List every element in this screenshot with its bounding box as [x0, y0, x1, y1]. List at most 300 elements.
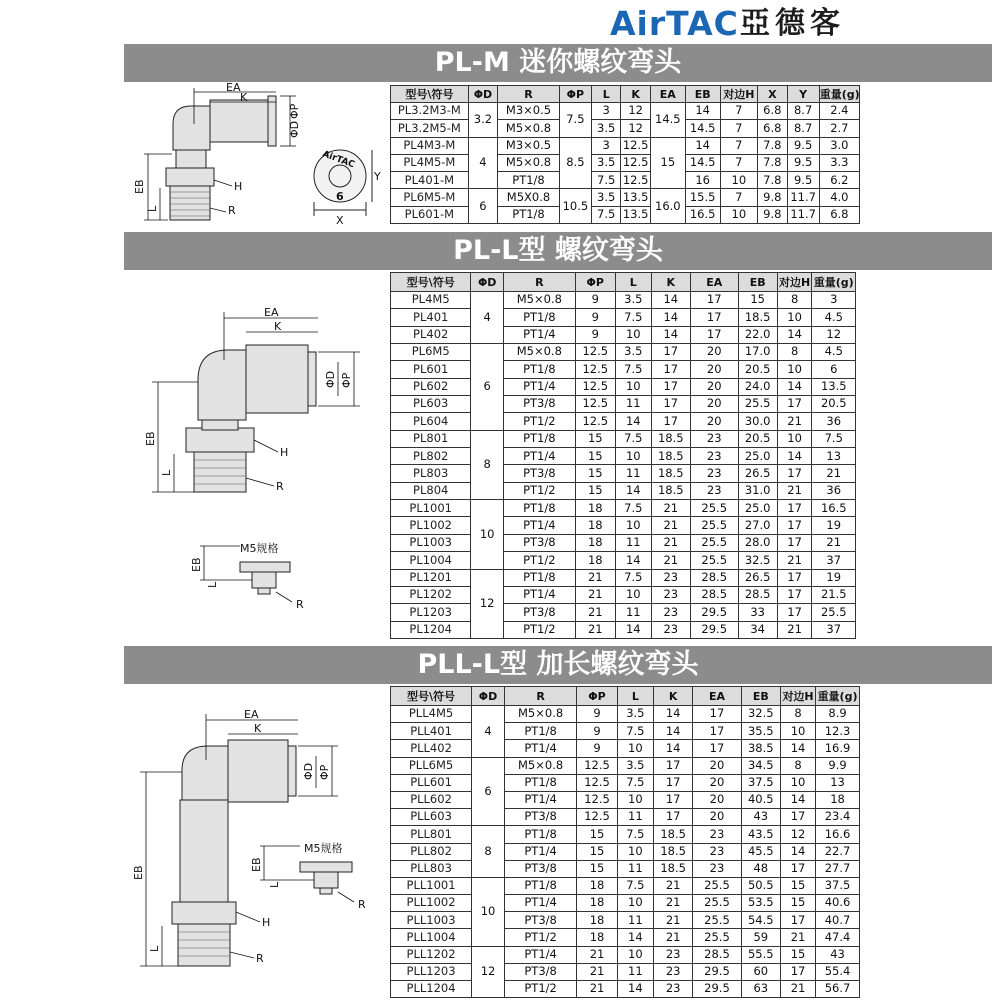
value-cell: 9.5 [787, 154, 819, 171]
table-row [391, 396, 856, 413]
dim-phi-d: ΦD [302, 762, 315, 780]
value-cell: 12.5 [575, 396, 615, 413]
value-cell: 3.5 [617, 757, 653, 774]
value-cell: 18.5 [651, 482, 690, 499]
value-cell: 23 [651, 586, 690, 603]
value-cell: 21 [577, 946, 618, 963]
model-cell: PL1002 [391, 517, 471, 534]
value-cell: 19 [812, 569, 856, 586]
value-cell: 7.5 [615, 569, 651, 586]
dim-l: L [146, 205, 159, 212]
value-cell: 21 [651, 500, 690, 517]
value-cell: 8.7 [787, 120, 819, 137]
value-cell: 12 [781, 826, 816, 843]
value-cell: 23 [651, 569, 690, 586]
value-cell: 8.7 [787, 103, 819, 120]
value-cell: 10 [777, 430, 812, 447]
table-row [391, 860, 860, 877]
value-cell: 18.5 [653, 843, 692, 860]
value-cell: 21 [653, 877, 692, 894]
dim-ea: EA [264, 306, 279, 319]
value-cell: PT1/8 [503, 430, 575, 447]
value-cell: PT1/4 [504, 791, 576, 808]
endview-number: 6 [336, 190, 344, 203]
value-cell: 7.5 [617, 826, 653, 843]
pl-l-drawing [128, 290, 378, 630]
table-row [391, 895, 860, 912]
value-cell: 12 [621, 103, 650, 120]
value-cell: 11 [615, 534, 651, 551]
model-cell: PLL401 [391, 723, 472, 740]
value-cell: 15 [577, 826, 618, 843]
value-cell: 12.3 [816, 723, 860, 740]
column-header: 重量(g) [819, 87, 860, 101]
section-title-text: PL-L型 螺纹弯头 [453, 235, 663, 266]
value-cell: PT1/4 [503, 586, 575, 603]
value-cell: 43 [816, 946, 860, 963]
table-row [391, 137, 860, 154]
value-cell: PT3/8 [504, 809, 576, 826]
value-cell: 11 [617, 963, 653, 980]
value-cell: 16.6 [816, 826, 860, 843]
table-row [391, 344, 856, 361]
value-cell: 8 [471, 430, 504, 499]
table-row [391, 877, 860, 894]
column-header: EB [738, 273, 777, 292]
value-cell: 11.7 [787, 189, 819, 206]
column-header: 对边H [781, 687, 816, 706]
column-header: K [651, 273, 690, 292]
table-row [391, 120, 860, 137]
value-cell: 15 [575, 482, 615, 499]
column-header: R [503, 273, 575, 292]
m5-dim-r: R [358, 898, 366, 911]
model-cell: PLL1002 [391, 895, 472, 912]
value-cell: 10 [617, 895, 653, 912]
value-cell: 10 [617, 791, 653, 808]
m5-dim-l: L [206, 581, 219, 588]
value-cell: 50.5 [741, 877, 780, 894]
value-cell: 21 [777, 413, 812, 430]
value-cell: 3.0 [819, 137, 859, 154]
value-cell: 25.0 [738, 500, 777, 517]
table-row [391, 791, 860, 808]
value-cell: 20.5 [738, 430, 777, 447]
model-cell: PL1003 [391, 534, 471, 551]
value-cell: PT1/2 [504, 929, 576, 946]
value-cell: 43.5 [741, 826, 780, 843]
value-cell: 17 [781, 860, 816, 877]
value-cell: 34 [738, 621, 777, 638]
value-cell: 3.5 [591, 189, 620, 206]
airtac-logo: AirTAC [610, 4, 739, 43]
pll-l-spec-table [390, 686, 860, 998]
model-cell: PLL6M5 [391, 757, 472, 774]
model-cell: PLL803 [391, 860, 472, 877]
value-cell: 23 [693, 826, 741, 843]
value-cell: 15 [577, 843, 618, 860]
table-row [391, 309, 856, 326]
value-cell: 33 [738, 604, 777, 621]
table-row [391, 534, 856, 551]
dim-eb: EB [144, 431, 157, 446]
value-cell: 6 [812, 361, 856, 378]
dim-h: H [280, 446, 289, 459]
column-header: K [621, 86, 650, 103]
value-cell: PT1/8 [504, 723, 576, 740]
model-cell: PL402 [391, 326, 471, 343]
value-cell: 3.3 [819, 154, 859, 171]
value-cell: 17 [690, 326, 738, 343]
value-cell: 26.5 [738, 569, 777, 586]
value-cell: 15 [650, 137, 685, 189]
value-cell: 23 [693, 860, 741, 877]
value-cell: 4 [472, 706, 505, 758]
value-cell: 17 [653, 774, 692, 791]
value-cell: PT1/8 [503, 569, 575, 586]
value-cell: 12.5 [621, 137, 650, 154]
value-cell: 17 [781, 809, 816, 826]
model-cell: PLL1003 [391, 912, 472, 929]
value-cell: 23 [653, 981, 692, 998]
value-cell: 17 [777, 569, 812, 586]
column-header: 重量(g) [812, 273, 856, 292]
value-cell: 25.5 [738, 396, 777, 413]
value-cell: 8 [777, 344, 812, 361]
value-cell: M5×0.8 [503, 292, 575, 309]
value-cell: 14 [685, 103, 720, 120]
value-cell: 21 [651, 534, 690, 551]
value-cell: 23 [690, 482, 738, 499]
dim-l: L [148, 945, 161, 952]
value-cell: 21 [781, 929, 816, 946]
value-cell: 7.8 [758, 172, 787, 189]
value-cell: 8.5 [559, 137, 591, 189]
value-cell: 29.5 [690, 604, 738, 621]
column-header: EA [693, 687, 741, 706]
value-cell: 10 [777, 361, 812, 378]
brand-chinese-name: 亞德客 [740, 6, 845, 41]
table-row [391, 912, 860, 929]
value-cell: PT1/4 [503, 326, 575, 343]
table-row [391, 292, 856, 309]
value-cell: 12 [471, 569, 504, 638]
column-header: 对边H [777, 273, 812, 292]
value-cell: 4 [468, 137, 497, 189]
dim-l: L [160, 469, 173, 476]
value-cell: 10 [615, 517, 651, 534]
model-cell: PL1001 [391, 500, 471, 517]
value-cell: 15 [577, 860, 618, 877]
value-cell: 18.5 [653, 860, 692, 877]
value-cell: M5×0.8 [504, 757, 576, 774]
value-cell: 20 [690, 344, 738, 361]
value-cell: 27.0 [738, 517, 777, 534]
value-cell: 3.2 [468, 103, 497, 138]
column-header: 型号\符号 [391, 86, 469, 103]
value-cell: PT1/4 [503, 517, 575, 534]
value-cell: 37.5 [741, 774, 780, 791]
value-cell: 12 [812, 326, 856, 343]
value-cell: 36 [812, 482, 856, 499]
value-cell: 7 [720, 154, 758, 171]
value-cell: 17 [693, 723, 741, 740]
value-cell: 23 [653, 946, 692, 963]
column-header: L [615, 273, 651, 292]
value-cell: 28.5 [693, 946, 741, 963]
value-cell: 17 [651, 396, 690, 413]
value-cell: 2.7 [819, 120, 859, 137]
value-cell: 16.5 [685, 206, 720, 223]
value-cell: M5×0.8 [498, 120, 560, 137]
value-cell: 32.5 [738, 552, 777, 569]
value-cell: 9.5 [787, 172, 819, 189]
dim-h: H [262, 916, 271, 929]
value-cell: PT1/4 [504, 740, 576, 757]
value-cell: 17 [777, 604, 812, 621]
value-cell: PT1/4 [504, 843, 576, 860]
value-cell: 3 [591, 137, 620, 154]
value-cell: 14 [653, 740, 692, 757]
value-cell: 14 [777, 448, 812, 465]
value-cell: 25.0 [738, 448, 777, 465]
model-cell: PL4M5 [391, 292, 471, 309]
value-cell: 9 [575, 326, 615, 343]
value-cell: 3 [812, 292, 856, 309]
value-cell: 3.5 [615, 344, 651, 361]
value-cell: PT1/2 [503, 621, 575, 638]
model-cell: PLL603 [391, 809, 472, 826]
model-cell: PLL1204 [391, 981, 472, 998]
value-cell: 7 [720, 120, 758, 137]
column-header: EB [685, 86, 720, 103]
model-cell: PLL1004 [391, 929, 472, 946]
value-cell: 20 [693, 809, 741, 826]
value-cell: PT1/8 [503, 500, 575, 517]
value-cell: 29.5 [690, 621, 738, 638]
value-cell: 25.5 [693, 877, 741, 894]
value-cell: 21 [651, 552, 690, 569]
column-header: R [504, 687, 576, 706]
value-cell: 18.5 [651, 465, 690, 482]
value-cell: 28.5 [690, 586, 738, 603]
value-cell: 21 [651, 517, 690, 534]
value-cell: 17 [777, 500, 812, 517]
value-cell: PT1/4 [504, 946, 576, 963]
column-header: EA [650, 86, 685, 103]
value-cell: 15 [781, 877, 816, 894]
value-cell: 20 [690, 413, 738, 430]
model-cell: PLL801 [391, 826, 472, 843]
value-cell: M3×0.5 [498, 103, 560, 120]
value-cell: 14 [777, 326, 812, 343]
value-cell: 35.5 [741, 723, 780, 740]
value-cell: 23 [690, 448, 738, 465]
column-header: K [653, 687, 692, 706]
table-header-row [391, 273, 856, 292]
value-cell: 9 [577, 740, 618, 757]
value-cell: 16.0 [650, 189, 685, 224]
value-cell: 17 [777, 586, 812, 603]
pl-l-spec-table [390, 272, 856, 639]
model-cell: PL601 [391, 361, 471, 378]
value-cell: 23 [653, 963, 692, 980]
value-cell: 40.5 [741, 791, 780, 808]
value-cell: 20.5 [812, 396, 856, 413]
value-cell: 9.5 [787, 137, 819, 154]
value-cell: 17 [651, 413, 690, 430]
column-header: R [498, 86, 560, 103]
column-header: 型号\符号 [391, 687, 472, 706]
value-cell: 14 [615, 482, 651, 499]
m5-spec-label: M5规格 [240, 542, 279, 555]
model-cell: PL4M5-M [391, 154, 469, 171]
table-row [391, 604, 856, 621]
value-cell: 10 [781, 723, 816, 740]
value-cell: 10.5 [559, 189, 591, 224]
table-row [391, 706, 860, 723]
value-cell: 26.5 [738, 465, 777, 482]
table-row [391, 757, 860, 774]
dim-k: K [240, 91, 248, 104]
value-cell: 17 [693, 740, 741, 757]
column-header: Y [787, 86, 819, 103]
value-cell: 25.5 [693, 929, 741, 946]
value-cell: 8 [472, 826, 505, 878]
value-cell: 22.7 [816, 843, 860, 860]
value-cell: PT1/8 [503, 309, 575, 326]
value-cell: 55.4 [816, 963, 860, 980]
value-cell: 6.8 [819, 206, 859, 223]
value-cell: 9 [577, 706, 618, 723]
table-row [391, 154, 860, 171]
value-cell: 19 [812, 517, 856, 534]
value-cell: 21 [653, 929, 692, 946]
value-cell: 15 [781, 946, 816, 963]
value-cell: PT1/8 [504, 774, 576, 791]
value-cell: 18 [577, 929, 618, 946]
section-title-text: PLL-L型 加长螺纹弯头 [417, 649, 699, 680]
value-cell: 14 [651, 292, 690, 309]
value-cell: 63 [741, 981, 780, 998]
value-cell: 12.5 [575, 344, 615, 361]
value-cell: 30.0 [738, 413, 777, 430]
dim-phi-d: ΦD [324, 370, 337, 388]
value-cell: 9 [577, 723, 618, 740]
value-cell: 21 [812, 534, 856, 551]
value-cell: 14 [781, 791, 816, 808]
value-cell: 28.5 [738, 586, 777, 603]
column-header: 重量(g) [816, 687, 860, 706]
table-row [391, 361, 856, 378]
m5-dim-eb: EB [190, 557, 203, 572]
value-cell: PT1/4 [503, 448, 575, 465]
value-cell: 8 [781, 706, 816, 723]
dim-phi-p: ΦP [288, 103, 301, 119]
column-header: X [758, 86, 787, 103]
table-row [391, 413, 856, 430]
value-cell: 18 [577, 912, 618, 929]
model-cell: PL801 [391, 430, 471, 447]
model-cell: PL804 [391, 482, 471, 499]
value-cell: 4 [471, 292, 504, 344]
value-cell: PT3/8 [504, 963, 576, 980]
value-cell: 21 [575, 569, 615, 586]
value-cell: 14 [615, 552, 651, 569]
value-cell: PT1/4 [504, 895, 576, 912]
value-cell: 16.5 [812, 500, 856, 517]
model-cell: PL4M3-M [391, 137, 469, 154]
pl-l-elbow-diagram [128, 290, 378, 630]
value-cell: 7.5 [615, 430, 651, 447]
value-cell: 10 [781, 774, 816, 791]
value-cell: 37 [812, 552, 856, 569]
model-cell: PL401-M [391, 172, 469, 189]
value-cell: PT1/8 [498, 172, 560, 189]
value-cell: 21 [812, 465, 856, 482]
model-cell: PLL601 [391, 774, 472, 791]
value-cell: 18 [575, 534, 615, 551]
value-cell: 20.5 [738, 361, 777, 378]
value-cell: 14.5 [685, 154, 720, 171]
table-header-row [391, 86, 860, 103]
dim-phi-d: ΦD [288, 120, 301, 138]
value-cell: 17 [651, 378, 690, 395]
value-cell: 17 [777, 534, 812, 551]
value-cell: 3 [591, 103, 620, 120]
value-cell: 9 [575, 309, 615, 326]
value-cell: 7.5 [591, 172, 620, 189]
value-cell: 8.9 [816, 706, 860, 723]
value-cell: 12.5 [577, 791, 618, 808]
value-cell: 7 [720, 103, 758, 120]
value-cell: 14 [653, 723, 692, 740]
model-cell: PL601-M [391, 206, 469, 223]
value-cell: 17 [781, 963, 816, 980]
value-cell: 12 [621, 120, 650, 137]
value-cell: 10 [615, 378, 651, 395]
column-header: EA [690, 273, 738, 292]
value-cell: 17 [690, 292, 738, 309]
value-cell: 28.5 [690, 569, 738, 586]
value-cell: 14 [685, 137, 720, 154]
model-cell: PL1204 [391, 621, 471, 638]
value-cell: 25.5 [693, 895, 741, 912]
value-cell: 40.6 [816, 895, 860, 912]
pl-m-drawing [128, 81, 381, 230]
value-cell: 21 [653, 895, 692, 912]
value-cell: 6.2 [819, 172, 859, 189]
value-cell: 18 [575, 517, 615, 534]
value-cell: 7.8 [758, 154, 787, 171]
dim-phi-p: ΦP [340, 372, 353, 388]
table-row [391, 206, 860, 223]
value-cell: 14 [615, 413, 651, 430]
value-cell: 10 [615, 326, 651, 343]
value-cell: 2.4 [819, 103, 859, 120]
value-cell: PT3/8 [503, 396, 575, 413]
model-cell: PL803 [391, 465, 471, 482]
value-cell: 32.5 [741, 706, 780, 723]
dim-eb: EB [133, 179, 146, 194]
value-cell: 8 [777, 292, 812, 309]
table-row [391, 826, 860, 843]
value-cell: 7.5 [812, 430, 856, 447]
table-row [391, 723, 860, 740]
value-cell: 18 [575, 552, 615, 569]
value-cell: 36 [812, 413, 856, 430]
value-cell: 18 [577, 877, 618, 894]
